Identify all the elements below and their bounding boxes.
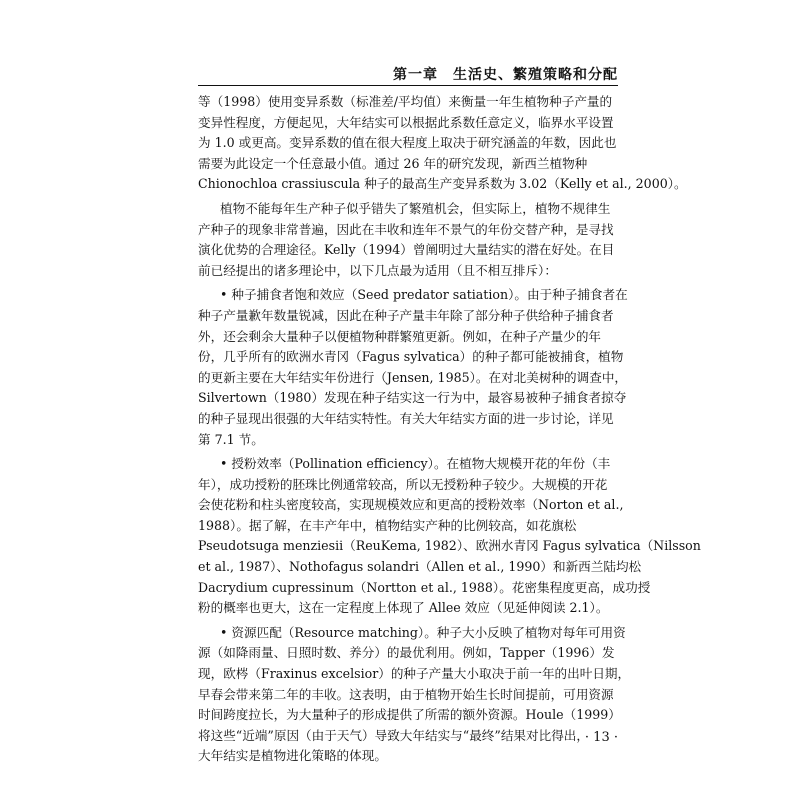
text-line: 植物不能每年生产种子似乎错失了繁殖机会，但实际上，植物不规律生 [220,200,611,216]
text-line: 产种子的现象非常普遍，因此在丰收和连年不景气的年份交替产种，是寻找 [198,221,614,237]
body-text [198,92,701,767]
text-line: 粉的概率也更大，这在一定程度上体现了 Allee 效应（见延伸阅读 2.1）。 [198,600,609,616]
text-line: 为 1.0 或更高。变异系数的值在很大程度上取决于研究涵盖的年数，因此也 [198,135,617,151]
text-line: • 资源匹配（Resource matching）。种子大小反映了植物对每年可用资 [220,624,626,640]
text-line: Dacrydium cupressinum（Nortton et al., 1988）。花密集程度更高，成功授 [198,579,651,595]
text-line: 时间跨度拉长，为大量种子的形成提供了所需的额外资源。Houle（1999） [198,707,621,723]
text-line: 的更新主要在大年结实年份进行（Jensen, 1985）。在对北美树种的调查中， [198,369,628,385]
text-line: 需要为此设定一个任意最小值。通过 26 年的研究发现，新西兰植物种 [198,155,588,171]
text-line: 早春会带来第二年的丰收。这表明，由于植物开始生长时间提前，可用资源 [198,686,614,702]
text-line: 大年结实是植物进化策略的体现。 [198,748,387,764]
bullet-resource-matching [198,623,631,767]
text-line: 演化优势的合理途径。Kelly（1994）曾阐明过大量结实的潜在好处。在目 [198,242,615,258]
text-line: Pseudotsuga menziesii（ReuKema, 1982）、欧洲水青冈 Fagus sylvatica（Nilsson [198,538,701,554]
text-line: 会使花粉和柱头密度较高，实现规模效应和更高的授粉效率（Norton et al., [198,497,624,513]
text-line: Chionochloa crassiuscula 种子的最高生产变异系数为 3.02（Kelly et al., 2000）。 [198,176,687,192]
text-line: 源（如降雨量、日照时数、养分）的最优利用。例如，Tapper（1996）发 [198,645,615,661]
paragraph-mast-advantages [198,199,618,281]
text-line: • 授粉效率（Pollination efficiency）。在植物大规模开花的年份（丰 [220,456,611,472]
text-line: • 种子捕食者饱和效应（Seed predator satiation）。由于种子捕食者在 [220,287,628,303]
text-line: et al., 1987）、Nothofagus solandri（Allen et al., 1990）和新西兰陆均松 [198,559,642,575]
running-header [198,64,618,84]
text-line: Silvertown（1980）发现在种子结实这一行为中，最容易被种子捕食者掠夺 [198,390,627,406]
bullet-seed-predator-satiation [198,285,628,450]
text-line: 年），成功授粉的胚珠比例通常较高，所以无授粉种子较少。大规模的开花 [198,476,608,492]
paragraph-intro-continued [198,92,687,195]
header-rule [198,85,618,86]
text-line: 1988）。据了解，在丰产年中，植物结实产种的比例较高，如花旗松 [198,517,577,533]
text-line: 等（1998）使用变异系数（标准差/平均值）来衡量一年生植物种子产量的 [198,94,613,109]
page-number: · 13 · [584,730,618,745]
text-line: 种子产量歉年数量锐减，因此在种子产量丰年除了部分种子供给种子捕食者 [198,307,614,323]
chapter-title: 第一章 生活史、繁殖策略和分配 [393,67,618,83]
text-line: 将这些“近端”原因（由于天气）导致大年结实与“最终”结果对比得出， [198,727,589,743]
text-line: 现，欧梣（Fraxinus excelsior）的种子产量大小取决于前一年的出叶日期， [198,666,631,682]
text-line: 外，还会剩余大量种子以便植物种群繁殖更新。例如，在种子产量少的年 [198,328,601,344]
text-line: 份，几乎所有的欧洲水青冈（Fagus sylvatica）的种子都可能被捕食，植物 [198,349,624,365]
bullet-pollination-efficiency [198,454,701,619]
text-line: 第 7.1 节。 [198,431,264,447]
text-line: 前已经提出的诸多理论中，以下几点最为适用（且不相互排斥）： [198,262,557,278]
text-line: 变异性程度，方便起见，大年结实可以根据此系数任意定义，临界水平设置 [198,114,614,130]
text-line: 的种子显现出很强的大年结实特性。有关大年结实方面的进一步讨论，详见 [198,410,614,426]
